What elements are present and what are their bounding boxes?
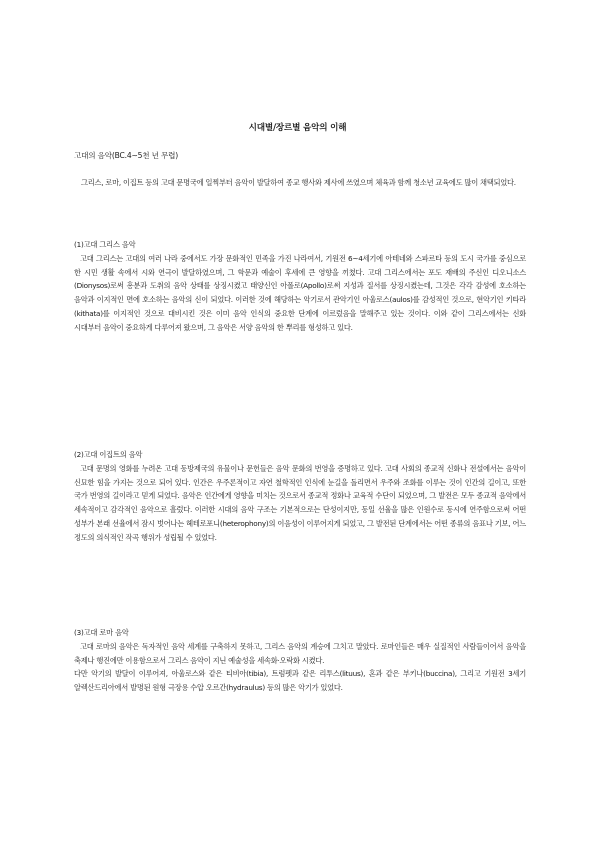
section-roman-music [74, 626, 526, 695]
section-heading: (3)고대 로마 음악 [74, 628, 129, 637]
section-body [74, 462, 526, 545]
section-body [74, 640, 526, 695]
section-heading: (1)고대 그리스 음악 [74, 240, 136, 249]
section-paragraph: 고대 로마의 음악은 독자적인 음악 세계를 구축하지 못하고, 그리스 음악의 계승에 그치고 말았다. 로마인들은 매우 실질적인 사람들이어서 음악을 축제나 행진에만 이용함으로서 그리스 음악이 지닌 예술성을 세속화·오락화 시켰다. [74, 641, 526, 665]
page-title: 시대별/장르별 음악의 이해 [248, 123, 347, 133]
section-paragraph: 고대 문명의 영화를 누려온 고대 동방제국의 유물이나 문헌들은 음악 문화의 번영을 증명하고 있다. 고대 사회의 종교적 신화나 전설에서는 음악이 신묘한 힘을 가지는 것으로 되어 있다. 인간은 우주론적이고 자연 철학적인 인식에 눈길을 돌리면서 우주와 조화를 이루는 것이 인간의 길이고, 또한 국가 번영의 길이라고 믿게 되었다. 음악은 인간에게 영향을 미치는 것으로서 종교적 정화나 교육적 수단이 되었으며, 그 발전은 모두 종교적 음악에서 세속적이고 감각적인 음악으로 흘렀다. 이러한 시대의 음악 구조는 기본적으로는 단성이지만, 동일 선율을 많은 인원수로 동시에 연주함으로써 어떤 성부가 본래 선율에서 잠시 벗어나는 헤테로포니(heterophony)의 이음성이 이루어지게 되었고, 그 발전된 단계에서는 어떤 종류의 음표나 기보, 어느 정도의 의식적인 작곡 행위가 성립될 수 있었다. [74, 463, 526, 542]
intro-paragraph: 그리스, 로마, 이집트 등의 고대 문명국에 일찍부터 음악이 발달하여 종교 행사와 제사에 쓰였으며 체육과 함께 청소년 교육에도 많이 채택되었다. [81, 178, 516, 187]
section-paragraph: 고대 그리스는 고대의 여러 나라 중에서도 가장 문화적인 민족을 가진 나라여서, 기원전 6~4세기에 아테네와 스파르타 등의 도시 국가를 중심으로 한 시민 생활 속에서 시와 연극이 발달하였으며, 그 학문과 예술이 후세에 큰 영향을 끼쳤다. 고대 그리스에서는 포도 재배의 주신인 디오니소스(Dionysos)로써 흥분과 도취의 음악 상태를 상징시켰고 태양신인 아폴로(Apollo)로써 지성과 질서를 상징시켰는데, 그것은 각각 감성에 호소하는 음악과 이지적인 면에 호소하는 음악의 신이 되었다. 이러한 것에 해당하는 악기로서 관악기인 아울로스(aulos)를 감성적인 것으로, 현악기인 키타라(kithata)를 이지적인 것으로 대비시킨 것은 이미 음악 인식의 중요한 단계에 이르렀음을 말해주고 있는 것이다. 이와 같이 그리스에서는 신화 시대부터 음악이 중요하게 다루어져 왔으며, 그 음악은 서양 음악의 한 뿌리를 형성하고 있다. [74, 253, 526, 332]
section-egyptian-music [74, 448, 526, 545]
section-body [74, 252, 526, 335]
section-paragraph: 다만 악기의 발달이 이루어져, 아울로스와 같은 티비아(tibia), 트럼펫과 같은 리투스(lituus), 혼과 같은 부키나(buccina), 그리고 기원전 3세기 알렉산드리아에서 발명된 원형 극장용 수압 오르간(hydraulus) 등의 많은 악기가 있었다. [74, 669, 526, 693]
section-heading: (2)고대 이집트의 음악 [74, 450, 143, 459]
section-greek-music [74, 238, 526, 335]
document-subtitle: 고대의 음악(BC.4~5천 년 무렵) [74, 151, 179, 160]
